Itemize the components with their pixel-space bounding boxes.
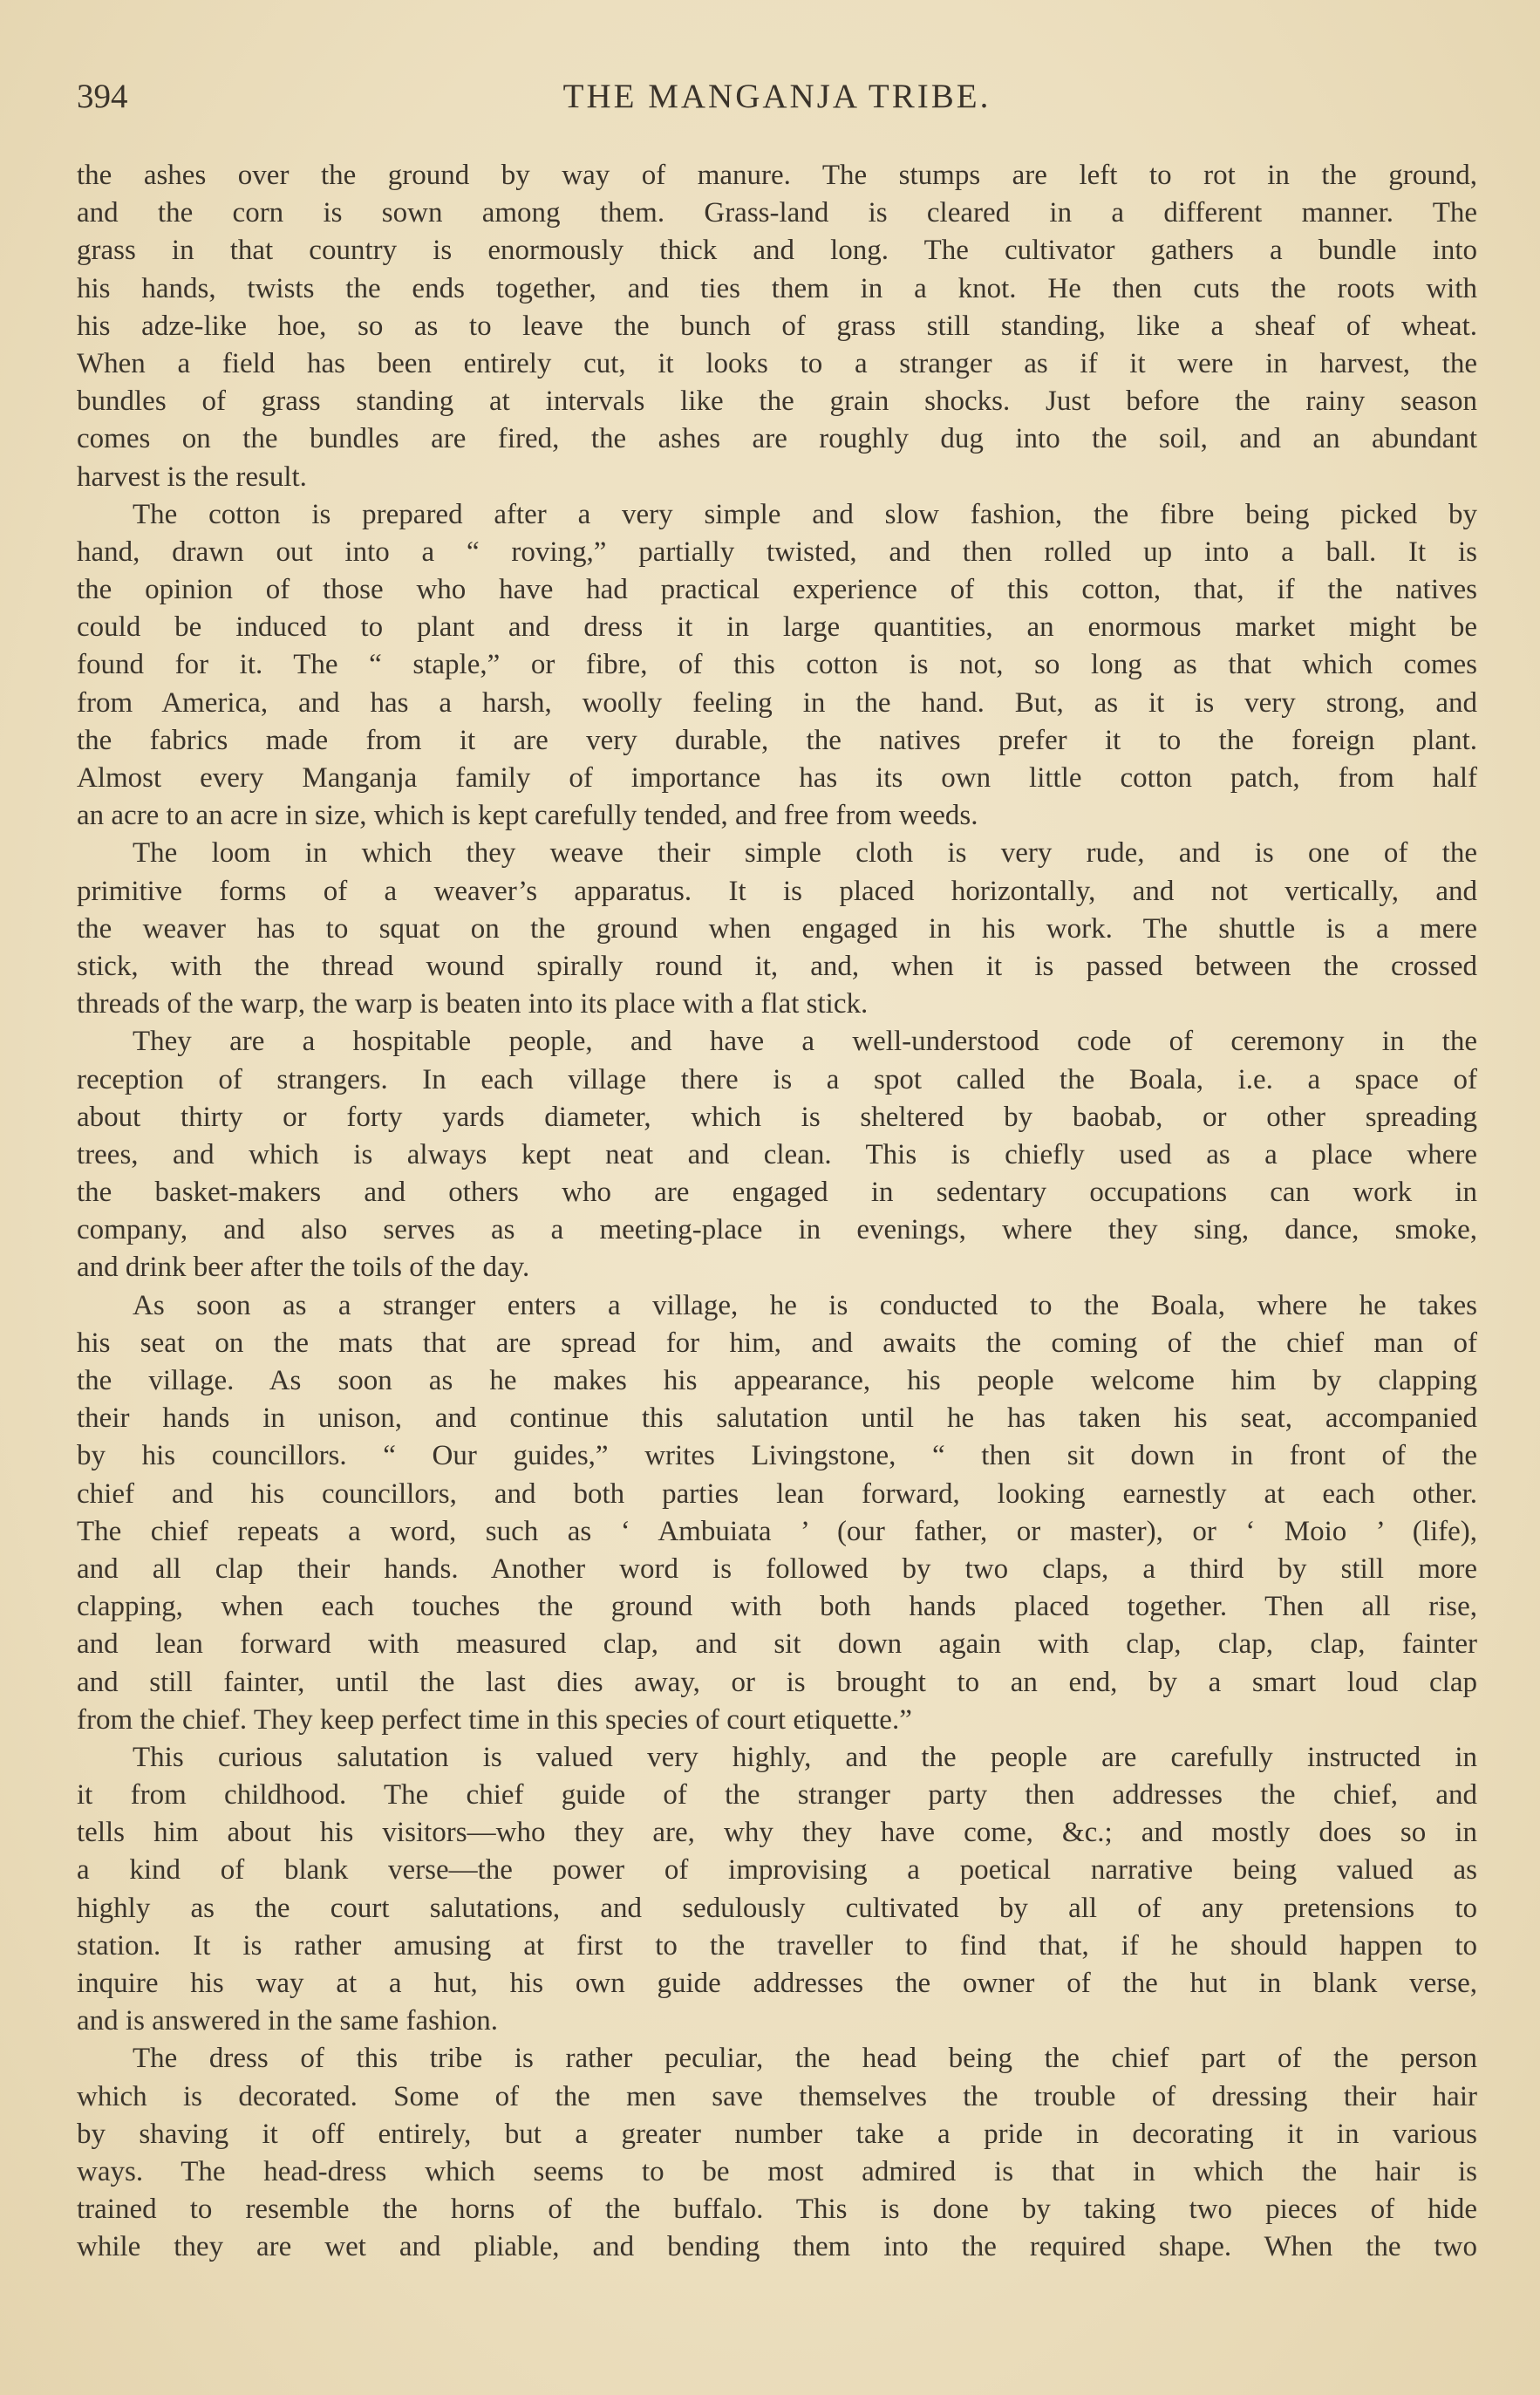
text-line: while they are wet and pliable, and bending them into the required shape. When the two [77,2231,1477,2263]
text-line: grass in that country is enormously thick and long. The cultivator gathers a bundle into [77,235,1477,267]
text-line: When a field has been entirely cut, it looks to a stranger as if it were in harvest, the [77,347,1477,379]
text-line: They are a hospitable people, and have a well-understood code of ceremony in the [133,1026,1477,1058]
text-line: The dress of this tribe is rather peculiar, the head being the chief part of the person [133,2043,1477,2075]
text-line: ways. The head-dress which seems to be most admired is that in which the hair is [77,2155,1477,2187]
text-line: The cotton is prepared after a very simple and slow fashion, the fibre being picked by [133,498,1477,530]
text-line: which is decorated. Some of the men save themselves the trouble of dressing their hair [77,2080,1477,2112]
text-line: stick, with the thread wound spirally round it, and, when it is passed between the crossed [77,950,1477,982]
text-line: about thirty or forty yards diameter, which is sheltered by baobab, or other spreading [77,1101,1477,1133]
text-line: an acre to an acre in size, which is kept carefully tended, and free from weeds. [77,800,978,832]
text-line: Almost every Manganja family of importance has its own little cotton patch, from half [77,762,1477,794]
text-line: tells him about his visitors—who they are, why they have come, &c.; and mostly does so in [77,1817,1477,1849]
text-line: The chief repeats a word, such as ‘ Ambuiata ’ (our father, or master), or ‘ Moio ’ (life), [77,1515,1477,1547]
text-line: the opinion of those who have had practical experience of this cotton, that, if the natives [77,574,1477,606]
text-line: trees, and which is always kept neat and clean. This is chiefly used as a place where [77,1138,1477,1170]
text-line: comes on the bundles are fired, the ashes are roughly dug into the soil, and an abundant [77,423,1477,455]
text-line: the weaver has to squat on the ground when engaged in his work. The shuttle is a mere [77,912,1477,945]
text-line: could be induced to plant and dress it in large quantities, an enormous market might be [77,611,1477,644]
text-line: and the corn is sown among them. Grass-land is cleared in a different manner. The [77,197,1477,229]
text-line: trained to resemble the horns of the buffalo. This is done by taking two pieces of hide [77,2194,1477,2226]
page-header [77,75,1477,119]
text-line: The loom in which they weave their simple cloth is very rude, and is one of the [133,837,1477,870]
text-line: by his councillors. “ Our guides,” writes Livingstone, “ then sit down in front of the [77,1440,1477,1472]
text-line: This curious salutation is valued very highly, and the people are carefully instructed in [133,1741,1477,1773]
text-line: found for it. The “ staple,” or fibre, of this cotton is not, so long as that which comes [77,649,1477,681]
text-line: station. It is rather amusing at first to the traveller to find that, if he should happen to [77,1929,1477,1962]
text-line: company, and also serves as a meeting-place in evenings, where they sing, dance, smoke, [77,1214,1477,1246]
text-line: and lean forward with measured clap, and sit down again with clap, clap, clap, fainter [77,1628,1477,1661]
text-line: harvest is the result. [77,461,307,493]
text-line: inquire his way at a hut, his own guide addresses the owner of the hut in blank verse, [77,1968,1477,1999]
text-line: the fabrics made from it are very durable, the natives prefer it to the foreign plant. [77,724,1477,756]
text-line: and still fainter, until the last dies away, or is brought to an end, by a smart loud clap [77,1666,1477,1698]
text-line: his adze-like hoe, so as to leave the bunch of grass still standing, like a sheaf of wheat. [77,310,1477,342]
text-line: the ashes over the ground by way of manure. The stumps are left to rot in the ground, [77,160,1477,191]
text-line: his hands, twists the ends together, and ties them in a knot. He then cuts the roots with [77,272,1477,304]
text-line: As soon as a stranger enters a village, he is conducted to the Boala, where he takes [133,1289,1477,1321]
text-line: by shaving it off entirely, but a greater number take a pride in decorating it in various [77,2118,1477,2150]
text-line: chief and his councillors, and both parties lean forward, looking earnestly at each other. [77,1477,1477,1510]
text-line: the basket-makers and others who are engaged in sedentary occupations can work in [77,1177,1477,1209]
text-line: a kind of blank verse—the power of improvising a poetical narrative being valued as [77,1854,1477,1887]
text-line: the village. As soon as he makes his appearance, his people welcome him by clapping [77,1365,1477,1396]
text-line: threads of the warp, the warp is beaten into its place with a flat stick. [77,988,869,1020]
running-head: THE MANGANJA TRIBE. [562,78,991,115]
text-line: and all clap their hands. Another word is followed by two claps, a third by still more [77,1552,1477,1585]
text-line: and is answered in the same fashion. [77,2005,498,2037]
text-line: primitive forms of a weaver’s apparatus. It is placed horizontally, and not vertically, and [77,875,1477,907]
body-text [77,157,1477,2267]
text-line: hand, drawn out into a “ roving,” partially twisted, and then rolled up into a ball. It is [77,536,1477,568]
text-line: reception of strangers. In each village there is a spot called the Boala, i.e. a space of [77,1063,1477,1095]
text-line: highly as the court salutations, and sedulously cultivated by all of any pretensions to [77,1892,1477,1924]
text-line: from America, and has a harsh, woolly feeling in the hand. But, as it is very strong, and [77,686,1477,719]
text-line: clapping, when each touches the ground with both hands placed together. Then all rise, [77,1591,1477,1623]
text-line: from the chief. They keep perfect time in this species of court etiquette.” [77,1703,912,1736]
text-line: bundles of grass standing at intervals like the grain shocks. Just before the rainy season [77,386,1477,418]
text-line: and drink beer after the toils of the day. [77,1252,530,1284]
text-line: their hands in unison, and continue this salutation until he has taken his seat, accompanied [77,1402,1477,1435]
text-line: his seat on the mats that are spread for him, and awaits the coming of the chief man of [77,1327,1477,1359]
text-line: it from childhood. The chief guide of the stranger party then addresses the chief, and [77,1779,1477,1812]
page-number: 394 [77,78,128,115]
